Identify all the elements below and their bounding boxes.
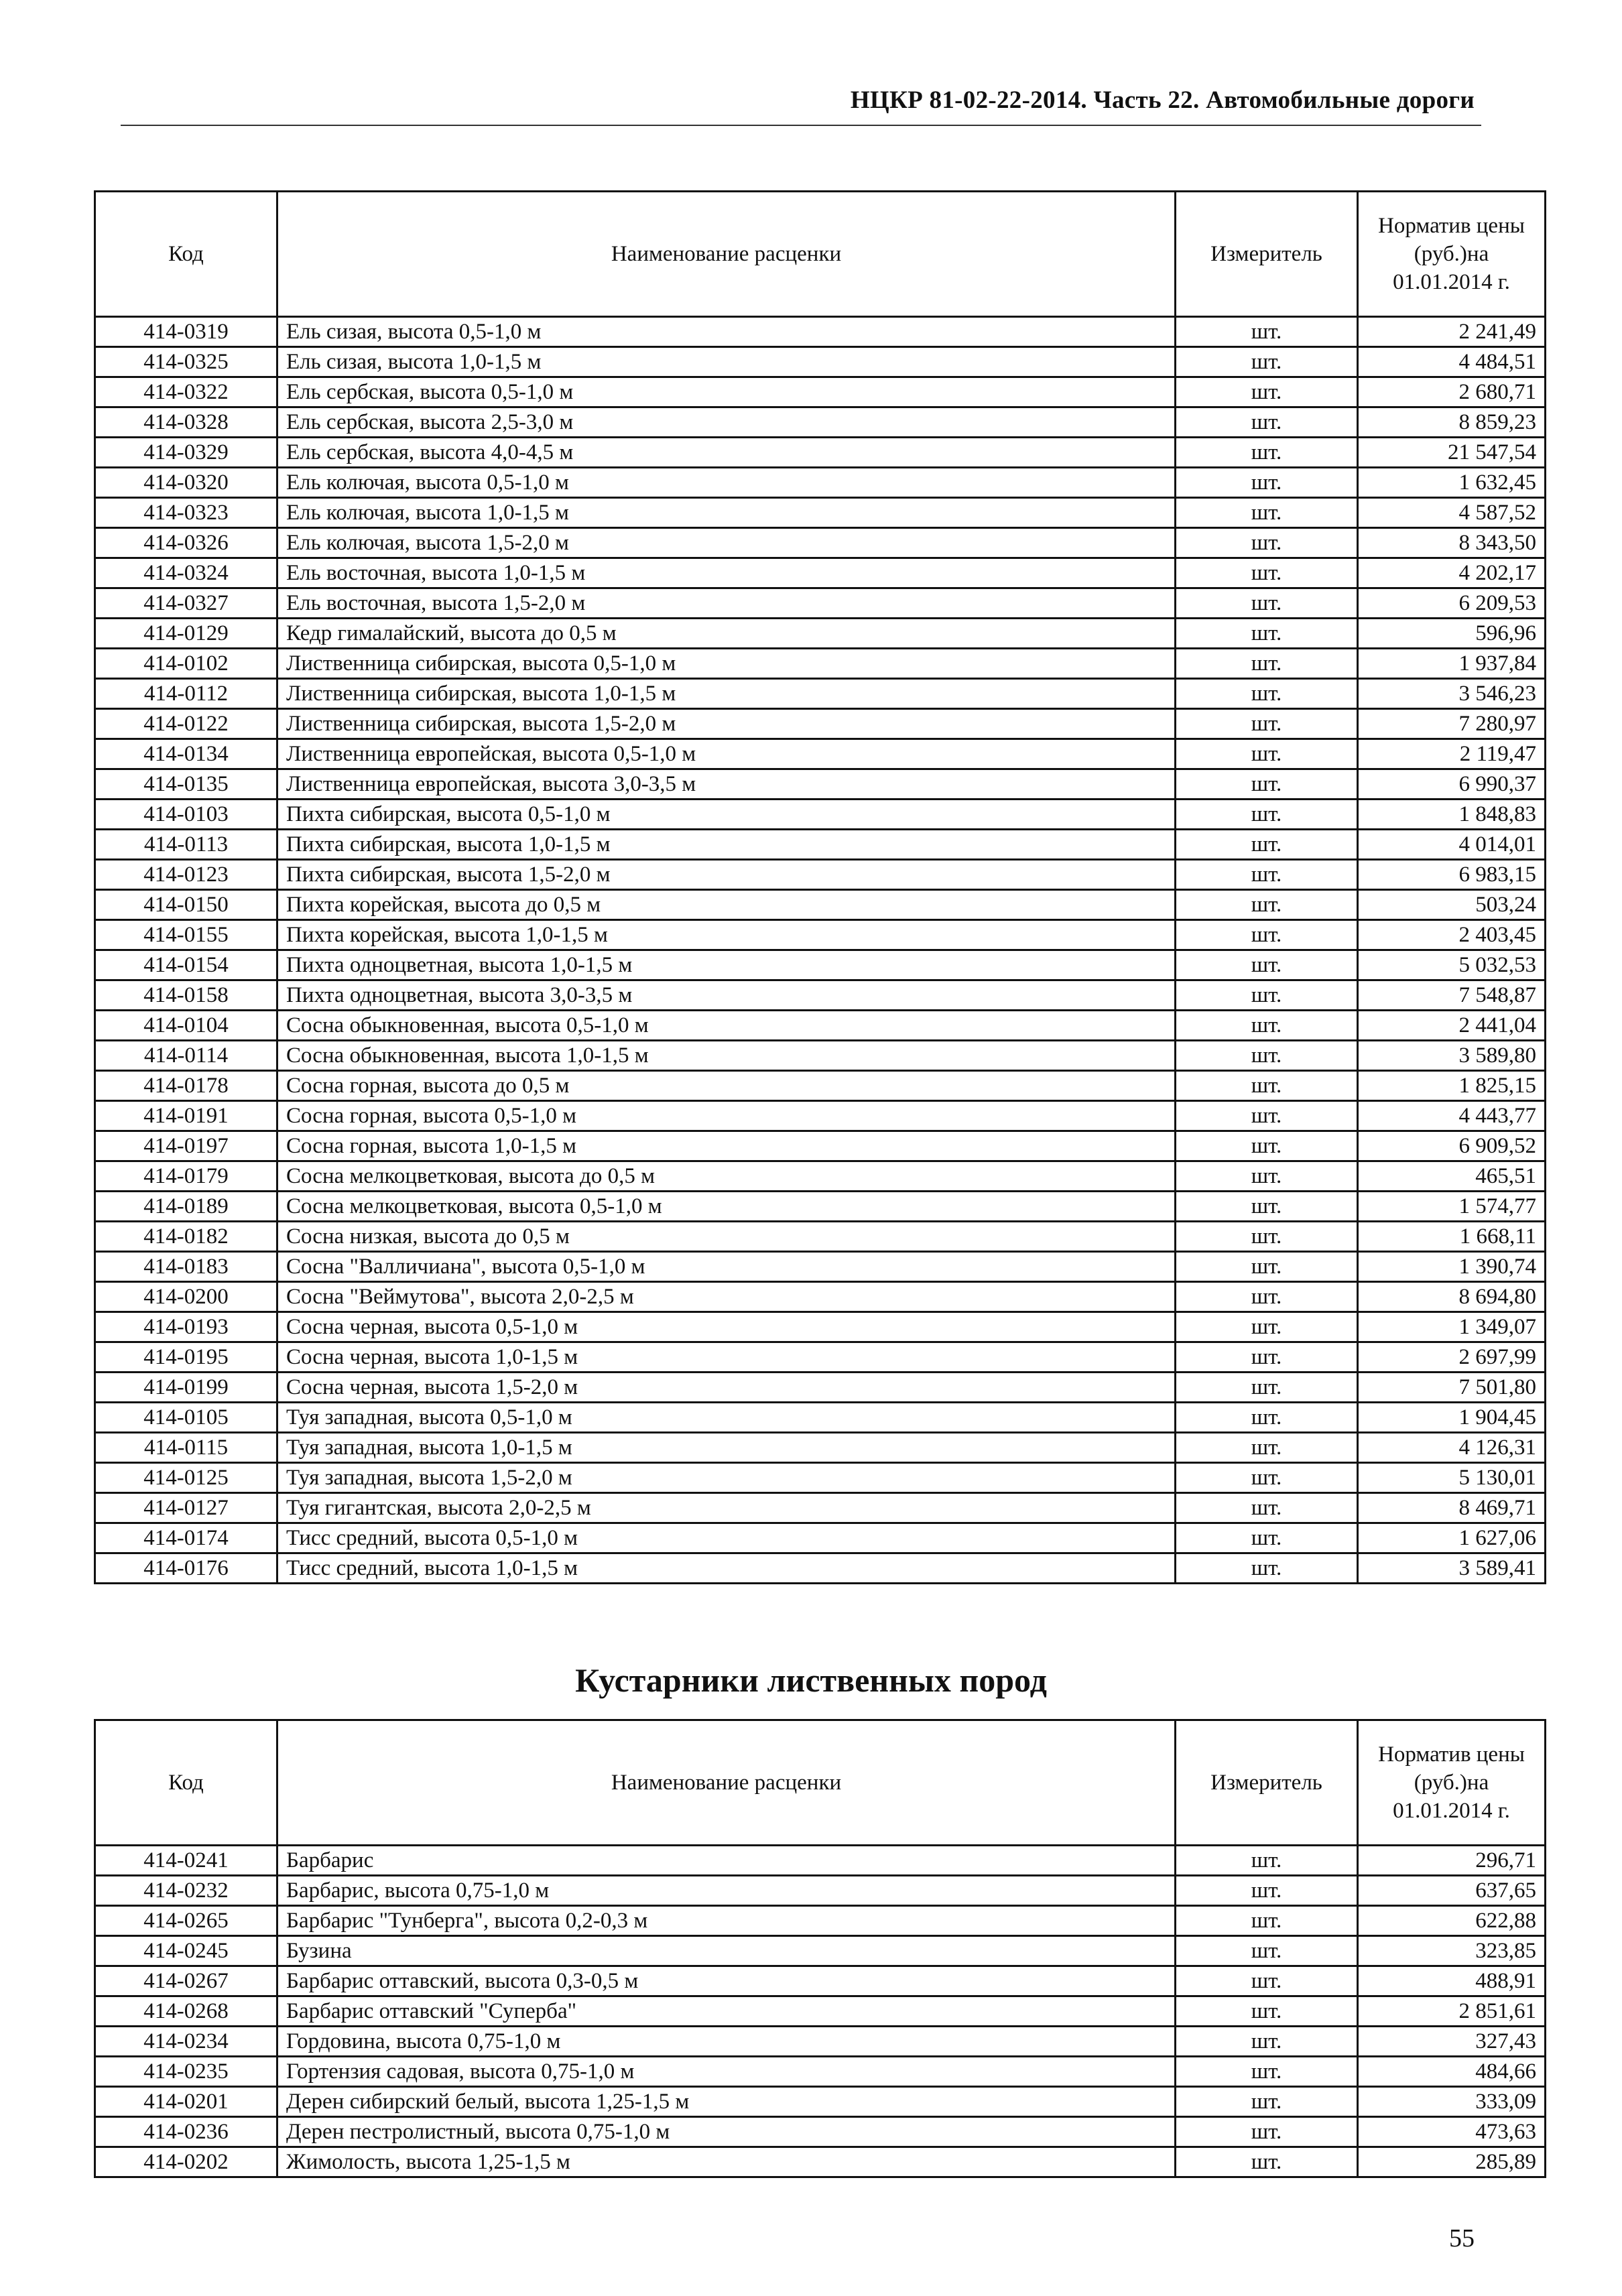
- cell-code: 414-0179: [95, 1161, 277, 1192]
- cell-unit: шт.: [1176, 649, 1358, 679]
- table-row: [95, 588, 1546, 619]
- cell-name: Барбарис оттавский "Суперба": [277, 1996, 1176, 2027]
- cell-code: 414-0328: [95, 407, 277, 438]
- cell-price: 3 546,23: [1358, 679, 1546, 709]
- cell-price: 2 241,49: [1358, 317, 1546, 347]
- cell-price: 4 014,01: [1358, 830, 1546, 860]
- cell-unit: шт.: [1176, 558, 1358, 588]
- table-row: [95, 1373, 1546, 1403]
- table-row: [95, 1403, 1546, 1433]
- table-row: [95, 619, 1546, 649]
- table-row: [95, 1523, 1546, 1553]
- cell-price: 323,85: [1358, 1936, 1546, 1966]
- cell-unit: шт.: [1176, 980, 1358, 1011]
- cell-unit: шт.: [1176, 2147, 1358, 2177]
- table-row: [95, 950, 1546, 980]
- cell-unit: шт.: [1176, 1312, 1358, 1342]
- table-row: [95, 2087, 1546, 2117]
- table-row: [95, 1342, 1546, 1373]
- cell-price: 4 484,51: [1358, 347, 1546, 377]
- column-header-code: Код: [95, 192, 277, 317]
- cell-unit: шт.: [1176, 920, 1358, 950]
- cell-price: 6 990,37: [1358, 769, 1546, 800]
- page-header-title: НЦКР 81-02-22-2014. Часть 22. Автомобильные дороги: [850, 86, 1475, 114]
- cell-name: Сосна обыкновенная, высота 1,0-1,5 м: [277, 1041, 1176, 1071]
- cell-name: Сосна мелкоцветковая, высота 0,5-1,0 м: [277, 1192, 1176, 1222]
- cell-unit: шт.: [1176, 709, 1358, 739]
- cell-code: 414-0115: [95, 1433, 277, 1463]
- cell-price: 465,51: [1358, 1161, 1546, 1192]
- cell-unit: шт.: [1176, 347, 1358, 377]
- cell-code: 414-0268: [95, 1996, 277, 2027]
- table-row: [95, 347, 1546, 377]
- table-header-row: [95, 1720, 1546, 1846]
- cell-name: Ель колючая, высота 1,0-1,5 м: [277, 498, 1176, 528]
- cell-price: 5 032,53: [1358, 950, 1546, 980]
- cell-unit: шт.: [1176, 438, 1358, 468]
- table-row: [95, 920, 1546, 950]
- cell-name: Туя западная, высота 0,5-1,0 м: [277, 1403, 1176, 1433]
- cell-code: 414-0113: [95, 830, 277, 860]
- column-header-name: Наименование расценки: [277, 1720, 1176, 1846]
- cell-code: 414-0158: [95, 980, 277, 1011]
- header-divider: [121, 125, 1481, 126]
- cell-price: 6 983,15: [1358, 860, 1546, 890]
- table-row: [95, 468, 1546, 498]
- cell-code: 414-0182: [95, 1222, 277, 1252]
- cell-price: 333,09: [1358, 2087, 1546, 2117]
- table-row: [95, 1493, 1546, 1523]
- cell-unit: шт.: [1176, 1342, 1358, 1373]
- cell-code: 414-0114: [95, 1041, 277, 1071]
- cell-code: 414-0129: [95, 619, 277, 649]
- table-row: [95, 860, 1546, 890]
- cell-unit: шт.: [1176, 830, 1358, 860]
- cell-code: 414-0189: [95, 1192, 277, 1222]
- cell-name: Тисс средний, высота 0,5-1,0 м: [277, 1523, 1176, 1553]
- cell-code: 414-0320: [95, 468, 277, 498]
- cell-code: 414-0135: [95, 769, 277, 800]
- cell-price: 21 547,54: [1358, 438, 1546, 468]
- column-header-price: Норматив цены (руб.)на 01.01.2014 г.: [1358, 192, 1546, 317]
- cell-code: 414-0105: [95, 1403, 277, 1433]
- table-row: [95, 558, 1546, 588]
- cell-price: 1 627,06: [1358, 1523, 1546, 1553]
- cell-code: 414-0197: [95, 1131, 277, 1161]
- cell-unit: шт.: [1176, 1996, 1358, 2027]
- cell-code: 414-0235: [95, 2057, 277, 2087]
- cell-name: Ель сизая, высота 0,5-1,0 м: [277, 317, 1176, 347]
- table-row: [95, 1161, 1546, 1192]
- cell-unit: шт.: [1176, 528, 1358, 558]
- cell-unit: шт.: [1176, 588, 1358, 619]
- cell-code: 414-0200: [95, 1282, 277, 1312]
- table-row: [95, 1846, 1546, 1876]
- cell-code: 414-0155: [95, 920, 277, 950]
- cell-unit: шт.: [1176, 1041, 1358, 1071]
- cell-name: Бузина: [277, 1936, 1176, 1966]
- table-header-row: [95, 192, 1546, 317]
- table-row: [95, 1996, 1546, 2027]
- cell-code: 414-0245: [95, 1936, 277, 1966]
- cell-price: 1 574,77: [1358, 1192, 1546, 1222]
- cell-unit: шт.: [1176, 1101, 1358, 1131]
- cell-code: 414-0199: [95, 1373, 277, 1403]
- cell-name: Ель сербская, высота 2,5-3,0 м: [277, 407, 1176, 438]
- cell-price: 1 848,83: [1358, 800, 1546, 830]
- cell-code: 414-0183: [95, 1252, 277, 1282]
- table-body: [95, 317, 1546, 1584]
- cell-unit: шт.: [1176, 1463, 1358, 1493]
- table-row: [95, 709, 1546, 739]
- cell-price: 3 589,41: [1358, 1553, 1546, 1584]
- cell-price: 1 668,11: [1358, 1222, 1546, 1252]
- cell-name: Ель восточная, высота 1,5-2,0 м: [277, 588, 1176, 619]
- column-header-unit: Измеритель: [1176, 192, 1358, 317]
- cell-name: Ель колючая, высота 0,5-1,0 м: [277, 468, 1176, 498]
- cell-name: Сосна мелкоцветковая, высота до 0,5 м: [277, 1161, 1176, 1192]
- cell-name: Пихта сибирская, высота 1,5-2,0 м: [277, 860, 1176, 890]
- table-row: [95, 1222, 1546, 1252]
- table-row: [95, 890, 1546, 920]
- cell-price: 473,63: [1358, 2117, 1546, 2147]
- cell-price: 2 680,71: [1358, 377, 1546, 407]
- cell-name: Дерен сибирский белый, высота 1,25-1,5 м: [277, 2087, 1176, 2117]
- cell-name: Туя западная, высота 1,0-1,5 м: [277, 1433, 1176, 1463]
- cell-price: 7 501,80: [1358, 1373, 1546, 1403]
- cell-code: 414-0134: [95, 739, 277, 769]
- cell-code: 414-0104: [95, 1011, 277, 1041]
- cell-price: 2 441,04: [1358, 1011, 1546, 1041]
- cell-unit: шт.: [1176, 1403, 1358, 1433]
- cell-code: 414-0267: [95, 1966, 277, 1996]
- cell-price: 596,96: [1358, 619, 1546, 649]
- cell-price: 2 403,45: [1358, 920, 1546, 950]
- table-row: [95, 1252, 1546, 1282]
- table-row: [95, 1312, 1546, 1342]
- cell-name: Гордовина, высота 0,75-1,0 м: [277, 2027, 1176, 2057]
- table-row: [95, 317, 1546, 347]
- cell-code: 414-0323: [95, 498, 277, 528]
- cell-name: Барбарис оттавский, высота 0,3-0,5 м: [277, 1966, 1176, 1996]
- cell-price: 6 909,52: [1358, 1131, 1546, 1161]
- cell-price: 1 390,74: [1358, 1252, 1546, 1282]
- table-row: [95, 2027, 1546, 2057]
- cell-unit: шт.: [1176, 1071, 1358, 1101]
- cell-name: Туя западная, высота 1,5-2,0 м: [277, 1463, 1176, 1493]
- table-row: [95, 800, 1546, 830]
- cell-name: Ель сербская, высота 4,0-4,5 м: [277, 438, 1176, 468]
- cell-price: 327,43: [1358, 2027, 1546, 2057]
- cell-price: 7 280,97: [1358, 709, 1546, 739]
- column-header-code: Код: [95, 1720, 277, 1846]
- table-row: [95, 1553, 1546, 1584]
- cell-name: Тисс средний, высота 1,0-1,5 м: [277, 1553, 1176, 1584]
- cell-unit: шт.: [1176, 1161, 1358, 1192]
- cell-code: 414-0322: [95, 377, 277, 407]
- cell-unit: шт.: [1176, 1846, 1358, 1876]
- cell-price: 2 697,99: [1358, 1342, 1546, 1373]
- cell-name: Пихта корейская, высота 1,0-1,5 м: [277, 920, 1176, 950]
- cell-unit: шт.: [1176, 1192, 1358, 1222]
- table-body: [95, 1846, 1546, 2177]
- cell-price: 484,66: [1358, 2057, 1546, 2087]
- cell-unit: шт.: [1176, 1936, 1358, 1966]
- cell-name: Пихта сибирская, высота 0,5-1,0 м: [277, 800, 1176, 830]
- table-row: [95, 769, 1546, 800]
- cell-name: Барбарис, высота 0,75-1,0 м: [277, 1876, 1176, 1906]
- table-row: [95, 1936, 1546, 1966]
- table-row: [95, 1876, 1546, 1906]
- cell-code: 414-0174: [95, 1523, 277, 1553]
- cell-price: 4 587,52: [1358, 498, 1546, 528]
- cell-name: Сосна горная, высота 1,0-1,5 м: [277, 1131, 1176, 1161]
- cell-code: 414-0112: [95, 679, 277, 709]
- cell-price: 1 937,84: [1358, 649, 1546, 679]
- cell-unit: шт.: [1176, 769, 1358, 800]
- cell-code: 414-0178: [95, 1071, 277, 1101]
- cell-price: 5 130,01: [1358, 1463, 1546, 1493]
- cell-name: Сосна черная, высота 1,0-1,5 м: [277, 1342, 1176, 1373]
- cell-unit: шт.: [1176, 950, 1358, 980]
- cell-unit: шт.: [1176, 1553, 1358, 1584]
- cell-unit: шт.: [1176, 860, 1358, 890]
- cell-price: 488,91: [1358, 1966, 1546, 1996]
- cell-code: 414-0102: [95, 649, 277, 679]
- cell-code: 414-0195: [95, 1342, 277, 1373]
- cell-name: Жимолость, высота 1,25-1,5 м: [277, 2147, 1176, 2177]
- cell-unit: шт.: [1176, 2117, 1358, 2147]
- cell-price: 1 632,45: [1358, 468, 1546, 498]
- cell-code: 414-0122: [95, 709, 277, 739]
- table-row: [95, 377, 1546, 407]
- column-header-name: Наименование расценки: [277, 192, 1176, 317]
- table-row: [95, 1011, 1546, 1041]
- table-row: [95, 1131, 1546, 1161]
- cell-code: 414-0236: [95, 2117, 277, 2147]
- cell-price: 6 209,53: [1358, 588, 1546, 619]
- cell-unit: шт.: [1176, 1252, 1358, 1282]
- cell-unit: шт.: [1176, 619, 1358, 649]
- cell-price: 285,89: [1358, 2147, 1546, 2177]
- cell-unit: шт.: [1176, 498, 1358, 528]
- cell-code: 414-0150: [95, 890, 277, 920]
- cell-code: 414-0232: [95, 1876, 277, 1906]
- cell-unit: шт.: [1176, 1876, 1358, 1906]
- cell-code: 414-0176: [95, 1553, 277, 1584]
- cell-unit: шт.: [1176, 679, 1358, 709]
- table-row: [95, 1966, 1546, 1996]
- cell-name: Сосна черная, высота 0,5-1,0 м: [277, 1312, 1176, 1342]
- table-row: [95, 1071, 1546, 1101]
- cell-unit: шт.: [1176, 1282, 1358, 1312]
- cell-unit: шт.: [1176, 1011, 1358, 1041]
- cell-unit: шт.: [1176, 407, 1358, 438]
- cell-name: Ель колючая, высота 1,5-2,0 м: [277, 528, 1176, 558]
- cell-code: 414-0202: [95, 2147, 277, 2177]
- cell-unit: шт.: [1176, 2027, 1358, 2057]
- cell-price: 8 343,50: [1358, 528, 1546, 558]
- cell-price: 296,71: [1358, 1846, 1546, 1876]
- table-row: [95, 1906, 1546, 1936]
- cell-price: 8 694,80: [1358, 1282, 1546, 1312]
- cell-code: 414-0127: [95, 1493, 277, 1523]
- table-row: [95, 438, 1546, 468]
- cell-name: Пихта одноцветная, высота 1,0-1,5 м: [277, 950, 1176, 980]
- cell-code: 414-0193: [95, 1312, 277, 1342]
- cell-unit: шт.: [1176, 2087, 1358, 2117]
- cell-price: 1 904,45: [1358, 1403, 1546, 1433]
- cell-unit: шт.: [1176, 890, 1358, 920]
- cell-name: Сосна обыкновенная, высота 0,5-1,0 м: [277, 1011, 1176, 1041]
- cell-price: 7 548,87: [1358, 980, 1546, 1011]
- table-row: [95, 679, 1546, 709]
- cell-name: Дерен пестролистный, высота 0,75-1,0 м: [277, 2117, 1176, 2147]
- table-row: [95, 498, 1546, 528]
- cell-code: 414-0123: [95, 860, 277, 890]
- cell-unit: шт.: [1176, 739, 1358, 769]
- cell-price: 4 126,31: [1358, 1433, 1546, 1463]
- cell-unit: шт.: [1176, 377, 1358, 407]
- section-title-shrubs: Кустарники лиственных пород: [575, 1661, 1047, 1699]
- cell-price: 4 443,77: [1358, 1101, 1546, 1131]
- cell-name: Сосна черная, высота 1,5-2,0 м: [277, 1373, 1176, 1403]
- shrubs-price-table: [94, 1719, 1546, 2178]
- cell-unit: шт.: [1176, 800, 1358, 830]
- cell-code: 414-0325: [95, 347, 277, 377]
- table-row: [95, 1463, 1546, 1493]
- cell-name: Сосна "Веймутова", высота 2,0-2,5 м: [277, 1282, 1176, 1312]
- table-row: [95, 2057, 1546, 2087]
- cell-unit: шт.: [1176, 1966, 1358, 1996]
- cell-name: Лиственница европейская, высота 0,5-1,0 м: [277, 739, 1176, 769]
- cell-code: 414-0241: [95, 1846, 277, 1876]
- cell-code: 414-0327: [95, 588, 277, 619]
- page-number: 55: [1449, 2224, 1475, 2252]
- table-row: [95, 980, 1546, 1011]
- cell-unit: шт.: [1176, 1373, 1358, 1403]
- cell-price: 8 859,23: [1358, 407, 1546, 438]
- cell-code: 414-0125: [95, 1463, 277, 1493]
- cell-code: 414-0191: [95, 1101, 277, 1131]
- cell-code: 414-0319: [95, 317, 277, 347]
- cell-name: Гортензия садовая, высота 0,75-1,0 м: [277, 2057, 1176, 2087]
- cell-code: 414-0329: [95, 438, 277, 468]
- cell-price: 2 851,61: [1358, 1996, 1546, 2027]
- cell-name: Лиственница сибирская, высота 0,5-1,0 м: [277, 649, 1176, 679]
- table-row: [95, 1433, 1546, 1463]
- cell-unit: шт.: [1176, 468, 1358, 498]
- cell-price: 622,88: [1358, 1906, 1546, 1936]
- cell-unit: шт.: [1176, 1131, 1358, 1161]
- cell-name: Сосна горная, высота 0,5-1,0 м: [277, 1101, 1176, 1131]
- cell-price: 8 469,71: [1358, 1493, 1546, 1523]
- cell-name: Ель сизая, высота 1,0-1,5 м: [277, 347, 1176, 377]
- cell-name: Пихта одноцветная, высота 3,0-3,5 м: [277, 980, 1176, 1011]
- cell-code: 414-0154: [95, 950, 277, 980]
- cell-unit: шт.: [1176, 1523, 1358, 1553]
- cell-name: Пихта корейская, высота до 0,5 м: [277, 890, 1176, 920]
- table-row: [95, 1041, 1546, 1071]
- cell-code: 414-0201: [95, 2087, 277, 2117]
- cell-code: 414-0234: [95, 2027, 277, 2057]
- cell-name: Сосна низкая, высота до 0,5 м: [277, 1222, 1176, 1252]
- table-row: [95, 2147, 1546, 2177]
- cell-price: 1 825,15: [1358, 1071, 1546, 1101]
- cell-price: 3 589,80: [1358, 1041, 1546, 1071]
- cell-price: 503,24: [1358, 890, 1546, 920]
- conifers-price-table: [94, 190, 1546, 1584]
- cell-unit: шт.: [1176, 1906, 1358, 1936]
- table-row: [95, 2117, 1546, 2147]
- cell-unit: шт.: [1176, 1493, 1358, 1523]
- column-header-unit: Измеритель: [1176, 1720, 1358, 1846]
- cell-price: 4 202,17: [1358, 558, 1546, 588]
- table-row: [95, 830, 1546, 860]
- table-row: [95, 739, 1546, 769]
- cell-name: Ель сербская, высота 0,5-1,0 м: [277, 377, 1176, 407]
- cell-unit: шт.: [1176, 2057, 1358, 2087]
- cell-code: 414-0103: [95, 800, 277, 830]
- table-row: [95, 649, 1546, 679]
- table-row: [95, 1282, 1546, 1312]
- table-row: [95, 407, 1546, 438]
- cell-code: 414-0324: [95, 558, 277, 588]
- cell-name: Барбарис "Тунберга", высота 0,2-0,3 м: [277, 1906, 1176, 1936]
- cell-name: Туя гигантская, высота 2,0-2,5 м: [277, 1493, 1176, 1523]
- cell-price: 637,65: [1358, 1876, 1546, 1906]
- cell-price: 2 119,47: [1358, 739, 1546, 769]
- table-row: [95, 1192, 1546, 1222]
- cell-name: Сосна горная, высота до 0,5 м: [277, 1071, 1176, 1101]
- cell-unit: шт.: [1176, 1222, 1358, 1252]
- cell-name: Пихта сибирская, высота 1,0-1,5 м: [277, 830, 1176, 860]
- cell-code: 414-0326: [95, 528, 277, 558]
- cell-name: Лиственница сибирская, высота 1,0-1,5 м: [277, 679, 1176, 709]
- cell-code: 414-0265: [95, 1906, 277, 1936]
- table-row: [95, 1101, 1546, 1131]
- table-row: [95, 528, 1546, 558]
- cell-name: Сосна "Валличиана", высота 0,5-1,0 м: [277, 1252, 1176, 1282]
- cell-name: Лиственница европейская, высота 3,0-3,5 м: [277, 769, 1176, 800]
- cell-name: Барбарис: [277, 1846, 1176, 1876]
- cell-name: Лиственница сибирская, высота 1,5-2,0 м: [277, 709, 1176, 739]
- cell-name: Ель восточная, высота 1,0-1,5 м: [277, 558, 1176, 588]
- cell-unit: шт.: [1176, 317, 1358, 347]
- cell-unit: шт.: [1176, 1433, 1358, 1463]
- column-header-price: Норматив цены (руб.)на 01.01.2014 г.: [1358, 1720, 1546, 1846]
- cell-name: Кедр гималайский, высота до 0,5 м: [277, 619, 1176, 649]
- cell-price: 1 349,07: [1358, 1312, 1546, 1342]
